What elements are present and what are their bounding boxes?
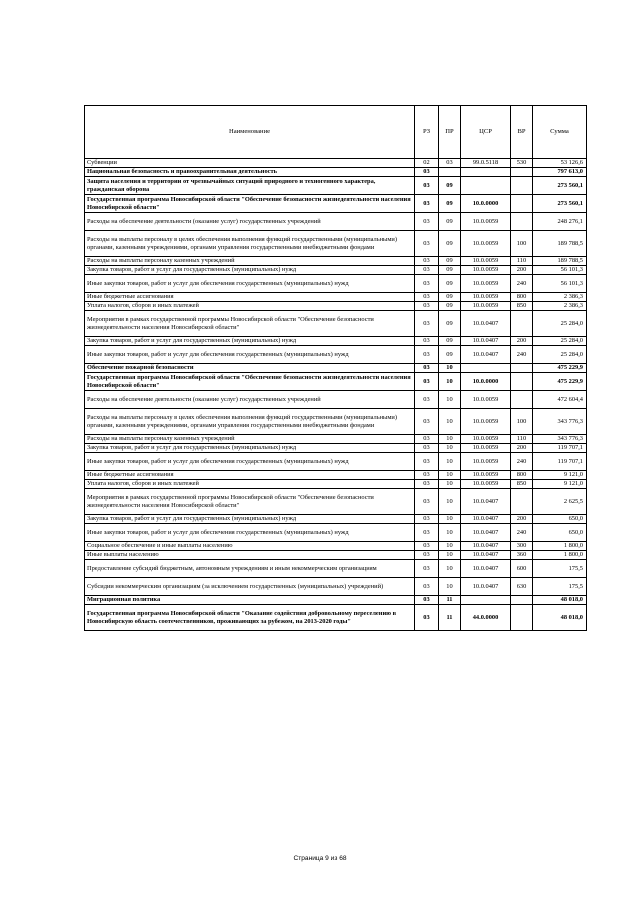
cell-name: Расходы на выплаты персоналу казенных учреждений [85, 257, 415, 266]
cell-sum: 25 284,0 [533, 346, 587, 364]
cell-pr: 10 [439, 435, 461, 444]
cell-rz: 03 [415, 364, 439, 373]
cell-name: Миграционная политика [85, 596, 415, 605]
table-row [85, 275, 587, 293]
cell-csr: 10.0.0059 [461, 302, 511, 311]
table-row [85, 605, 587, 631]
cell-sum: 343 776,3 [533, 435, 587, 444]
cell-csr [461, 364, 511, 373]
cell-sum: 2 386,3 [533, 293, 587, 302]
header-vr: ВР [511, 106, 533, 159]
cell-sum: 343 776,3 [533, 409, 587, 435]
cell-sum: 189 788,5 [533, 257, 587, 266]
cell-name: Закупка товаров, работ и услуг для государственных (муниципальных) нужд [85, 337, 415, 346]
cell-pr: 10 [439, 364, 461, 373]
cell-pr: 10 [439, 409, 461, 435]
cell-vr [511, 195, 533, 213]
page-number: Страница 9 из 68 [293, 855, 347, 862]
table-row [85, 409, 587, 435]
cell-rz: 03 [415, 213, 439, 231]
table-header-row [85, 106, 587, 159]
cell-sum: 189 788,5 [533, 231, 587, 257]
cell-vr [511, 364, 533, 373]
cell-pr: 09 [439, 337, 461, 346]
cell-name: Закупка товаров, работ и услуг для государственных (муниципальных) нужд [85, 444, 415, 453]
cell-rz: 03 [415, 435, 439, 444]
cell-name: Национальная безопасность и правоохранительная деятельность [85, 168, 415, 177]
cell-name: Расходы на выплаты персоналу в целях обеспечения выполнения функций государственными (муниципальными) органами, казенными учреждениями, органами управления государственными внебюджетными фондами [85, 231, 415, 257]
cell-pr: 10 [439, 524, 461, 542]
cell-name: Государственная программа Новосибирской области "Оказание содействия добровольному переселению в Новосибирскую область соотечественников, проживающих за рубежом, на 2013-2020 годы" [85, 605, 415, 631]
table-row [85, 551, 587, 560]
cell-vr: 240 [511, 453, 533, 471]
table-row [85, 266, 587, 275]
cell-rz: 03 [415, 177, 439, 195]
cell-csr: 10.0.0000 [461, 195, 511, 213]
cell-pr: 09 [439, 195, 461, 213]
table-row [85, 596, 587, 605]
table-row [85, 168, 587, 177]
header-pr: ПР [439, 106, 461, 159]
cell-csr: 10.0.0059 [461, 444, 511, 453]
cell-sum: 1 800,0 [533, 542, 587, 551]
cell-sum: 48 018,0 [533, 596, 587, 605]
table-row [85, 257, 587, 266]
table-row [85, 444, 587, 453]
cell-sum: 9 121,0 [533, 480, 587, 489]
cell-vr [511, 168, 533, 177]
cell-name: Иные бюджетные ассигнования [85, 293, 415, 302]
cell-name: Расходы на обеспечение деятельности (оказание услуг) государственных учреждений [85, 213, 415, 231]
table-row [85, 195, 587, 213]
cell-name: Обеспечение пожарной безопасности [85, 364, 415, 373]
cell-vr: 600 [511, 560, 533, 578]
cell-vr: 200 [511, 337, 533, 346]
cell-vr [511, 596, 533, 605]
cell-vr: 200 [511, 515, 533, 524]
cell-vr: 240 [511, 524, 533, 542]
cell-vr: 630 [511, 578, 533, 596]
cell-pr: 09 [439, 293, 461, 302]
cell-vr: 530 [511, 159, 533, 168]
cell-rz: 03 [415, 373, 439, 391]
cell-sum: 2 625,5 [533, 489, 587, 515]
table-row [85, 560, 587, 578]
cell-pr: 10 [439, 489, 461, 515]
cell-rz: 03 [415, 409, 439, 435]
cell-rz: 03 [415, 168, 439, 177]
cell-vr [511, 489, 533, 515]
cell-rz: 03 [415, 195, 439, 213]
cell-pr: 10 [439, 373, 461, 391]
cell-pr: 10 [439, 453, 461, 471]
cell-csr: 10.0.0059 [461, 453, 511, 471]
cell-name: Иные закупки товаров, работ и услуг для обеспечения государственных (муниципальных) нужд [85, 346, 415, 364]
cell-name: Субсидии некоммерческим организациям (за исключением государственных (муниципальных) учреждений) [85, 578, 415, 596]
cell-pr: 09 [439, 275, 461, 293]
cell-pr: 10 [439, 480, 461, 489]
cell-name: Расходы на выплаты персоналу в целях обеспечения выполнения функций государственными (муниципальными) органами, казенными учреждениями, органами управления государственными внебюджетными фондами [85, 409, 415, 435]
cell-csr: 10.0.0407 [461, 551, 511, 560]
cell-csr: 10.0.0059 [461, 409, 511, 435]
cell-rz: 02 [415, 159, 439, 168]
table-row [85, 480, 587, 489]
cell-pr: 10 [439, 471, 461, 480]
cell-csr: 10.0.0059 [461, 257, 511, 266]
cell-rz: 03 [415, 293, 439, 302]
cell-vr: 850 [511, 302, 533, 311]
cell-sum: 48 018,0 [533, 605, 587, 631]
cell-csr: 10.0.0059 [461, 480, 511, 489]
cell-name: Социальное обеспечение и иные выплаты населению [85, 542, 415, 551]
cell-pr: 10 [439, 560, 461, 578]
cell-vr: 100 [511, 409, 533, 435]
cell-vr: 110 [511, 435, 533, 444]
cell-sum: 650,0 [533, 524, 587, 542]
cell-pr [439, 168, 461, 177]
header-name: Наименование [85, 106, 415, 159]
budget-table [84, 105, 587, 631]
cell-pr: 10 [439, 542, 461, 551]
cell-pr: 11 [439, 596, 461, 605]
table-row [85, 293, 587, 302]
cell-sum: 248 276,1 [533, 213, 587, 231]
table-row [85, 177, 587, 195]
cell-sum: 9 121,0 [533, 471, 587, 480]
cell-sum: 475 229,9 [533, 364, 587, 373]
table-row [85, 159, 587, 168]
cell-rz: 03 [415, 605, 439, 631]
cell-csr: 10.0.0059 [461, 435, 511, 444]
cell-name: Иные закупки товаров, работ и услуг для обеспечения государственных (муниципальных) нужд [85, 524, 415, 542]
cell-csr: 44.0.0000 [461, 605, 511, 631]
cell-sum: 175,5 [533, 578, 587, 596]
cell-name: Мероприятия в рамках государственной программы Новосибирской области "Обеспечение безопасности жизнедеятельности населения Новосибирской области" [85, 311, 415, 337]
table-row [85, 311, 587, 337]
cell-pr: 09 [439, 213, 461, 231]
cell-sum: 119 707,1 [533, 453, 587, 471]
cell-csr: 10.0.0407 [461, 578, 511, 596]
cell-csr: 10.0.0059 [461, 231, 511, 257]
cell-sum: 273 560,1 [533, 177, 587, 195]
cell-rz: 03 [415, 337, 439, 346]
table-row [85, 391, 587, 409]
cell-rz: 03 [415, 257, 439, 266]
cell-name: Иные выплаты населению [85, 551, 415, 560]
table-body [85, 159, 587, 631]
cell-sum: 56 101,3 [533, 275, 587, 293]
cell-csr: 10.0.0059 [461, 471, 511, 480]
cell-vr [511, 391, 533, 409]
cell-pr: 10 [439, 578, 461, 596]
cell-sum: 119 707,1 [533, 444, 587, 453]
cell-csr [461, 596, 511, 605]
table-row [85, 453, 587, 471]
cell-name: Иные закупки товаров, работ и услуг для обеспечения государственных (муниципальных) нужд [85, 453, 415, 471]
cell-csr [461, 168, 511, 177]
cell-name: Уплата налогов, сборов и иных платежей [85, 480, 415, 489]
cell-vr [511, 177, 533, 195]
cell-rz: 03 [415, 302, 439, 311]
cell-sum: 175,5 [533, 560, 587, 578]
cell-csr: 10.0.0059 [461, 293, 511, 302]
table-row [85, 231, 587, 257]
cell-name: Мероприятия в рамках государственной программы Новосибирской области "Обеспечение безопасности жизнедеятельности населения Новосибирской области" [85, 489, 415, 515]
table-row [85, 337, 587, 346]
cell-sum: 2 386,3 [533, 302, 587, 311]
page-footer [0, 855, 640, 862]
cell-name: Субвенции [85, 159, 415, 168]
cell-name: Предоставление субсидий бюджетным, автономным учреждениям и иным некоммерческим организациям [85, 560, 415, 578]
cell-csr: 10.0.0407 [461, 542, 511, 551]
cell-pr: 09 [439, 266, 461, 275]
cell-rz: 03 [415, 453, 439, 471]
table-row [85, 471, 587, 480]
table-row [85, 373, 587, 391]
cell-csr: 10.0.0407 [461, 515, 511, 524]
cell-name: Закупка товаров, работ и услуг для государственных (муниципальных) нужд [85, 515, 415, 524]
cell-rz: 03 [415, 231, 439, 257]
cell-rz: 03 [415, 444, 439, 453]
cell-sum: 1 800,0 [533, 551, 587, 560]
cell-name: Закупка товаров, работ и услуг для государственных (муниципальных) нужд [85, 266, 415, 275]
cell-pr: 10 [439, 515, 461, 524]
table-row [85, 524, 587, 542]
cell-rz: 03 [415, 275, 439, 293]
header-rz: РЗ [415, 106, 439, 159]
cell-rz: 03 [415, 471, 439, 480]
cell-sum: 797 613,0 [533, 168, 587, 177]
cell-csr: 10.0.0407 [461, 524, 511, 542]
cell-pr: 09 [439, 231, 461, 257]
cell-name: Иные бюджетные ассигнования [85, 471, 415, 480]
cell-sum: 475 229,9 [533, 373, 587, 391]
cell-pr: 09 [439, 177, 461, 195]
cell-csr: 10.0.0407 [461, 489, 511, 515]
cell-csr: 10.0.0407 [461, 337, 511, 346]
cell-vr: 800 [511, 293, 533, 302]
cell-pr: 10 [439, 391, 461, 409]
cell-rz: 03 [415, 596, 439, 605]
cell-name: Иные закупки товаров, работ и услуг для обеспечения государственных (муниципальных) нужд [85, 275, 415, 293]
cell-csr: 10.0.0000 [461, 373, 511, 391]
cell-vr: 850 [511, 480, 533, 489]
cell-csr: 10.0.0407 [461, 311, 511, 337]
table-row [85, 542, 587, 551]
cell-vr: 240 [511, 275, 533, 293]
cell-name: Расходы на выплаты персоналу казенных учреждений [85, 435, 415, 444]
cell-csr: 99.0.5118 [461, 159, 511, 168]
cell-rz: 03 [415, 489, 439, 515]
cell-pr: 09 [439, 346, 461, 364]
table-row [85, 578, 587, 596]
cell-rz: 03 [415, 551, 439, 560]
cell-csr: 10.0.0059 [461, 213, 511, 231]
cell-vr: 240 [511, 346, 533, 364]
cell-vr: 360 [511, 551, 533, 560]
cell-rz: 03 [415, 266, 439, 275]
cell-rz: 03 [415, 391, 439, 409]
cell-name: Уплата налогов, сборов и иных платежей [85, 302, 415, 311]
cell-rz: 03 [415, 578, 439, 596]
cell-csr: 10.0.0059 [461, 391, 511, 409]
table-row [85, 302, 587, 311]
cell-pr: 09 [439, 311, 461, 337]
cell-rz: 03 [415, 560, 439, 578]
cell-rz: 03 [415, 515, 439, 524]
cell-name: Государственная программа Новосибирской области "Обеспечение безопасности жизнедеятельности населения Новосибирской области" [85, 373, 415, 391]
header-csr: ЦСР [461, 106, 511, 159]
cell-vr [511, 213, 533, 231]
table-row [85, 435, 587, 444]
budget-document [84, 105, 586, 631]
cell-pr: 09 [439, 302, 461, 311]
cell-vr: 800 [511, 471, 533, 480]
cell-name: Государственная программа Новосибирской области "Обеспечение безопасности жизнедеятельности населения Новосибирской области" [85, 195, 415, 213]
cell-sum: 650,0 [533, 515, 587, 524]
cell-rz: 03 [415, 346, 439, 364]
cell-pr: 03 [439, 159, 461, 168]
cell-vr: 200 [511, 444, 533, 453]
table-row [85, 515, 587, 524]
table-row [85, 346, 587, 364]
cell-csr [461, 177, 511, 195]
cell-rz: 03 [415, 524, 439, 542]
header-sum: Сумма [533, 106, 587, 159]
cell-name: Защита населения и территории от чрезвычайных ситуаций природного и техногенного характера, гражданская оборона [85, 177, 415, 195]
table-row [85, 489, 587, 515]
cell-sum: 25 284,0 [533, 311, 587, 337]
cell-vr [511, 605, 533, 631]
cell-vr [511, 373, 533, 391]
cell-sum: 25 284,0 [533, 337, 587, 346]
cell-pr: 10 [439, 551, 461, 560]
cell-vr: 110 [511, 257, 533, 266]
cell-pr: 11 [439, 605, 461, 631]
cell-csr: 10.0.0059 [461, 275, 511, 293]
cell-name: Расходы на обеспечение деятельности (оказание услуг) государственных учреждений [85, 391, 415, 409]
table-row [85, 213, 587, 231]
cell-csr: 10.0.0059 [461, 266, 511, 275]
cell-sum: 273 560,1 [533, 195, 587, 213]
cell-vr: 300 [511, 542, 533, 551]
cell-rz: 03 [415, 542, 439, 551]
table-row [85, 364, 587, 373]
cell-rz: 03 [415, 480, 439, 489]
cell-rz: 03 [415, 311, 439, 337]
cell-vr: 200 [511, 266, 533, 275]
cell-csr: 10.0.0407 [461, 560, 511, 578]
cell-pr: 10 [439, 444, 461, 453]
cell-vr: 100 [511, 231, 533, 257]
cell-sum: 53 126,6 [533, 159, 587, 168]
cell-sum: 56 101,3 [533, 266, 587, 275]
cell-vr [511, 311, 533, 337]
cell-csr: 10.0.0407 [461, 346, 511, 364]
cell-pr: 09 [439, 257, 461, 266]
cell-sum: 472 604,4 [533, 391, 587, 409]
